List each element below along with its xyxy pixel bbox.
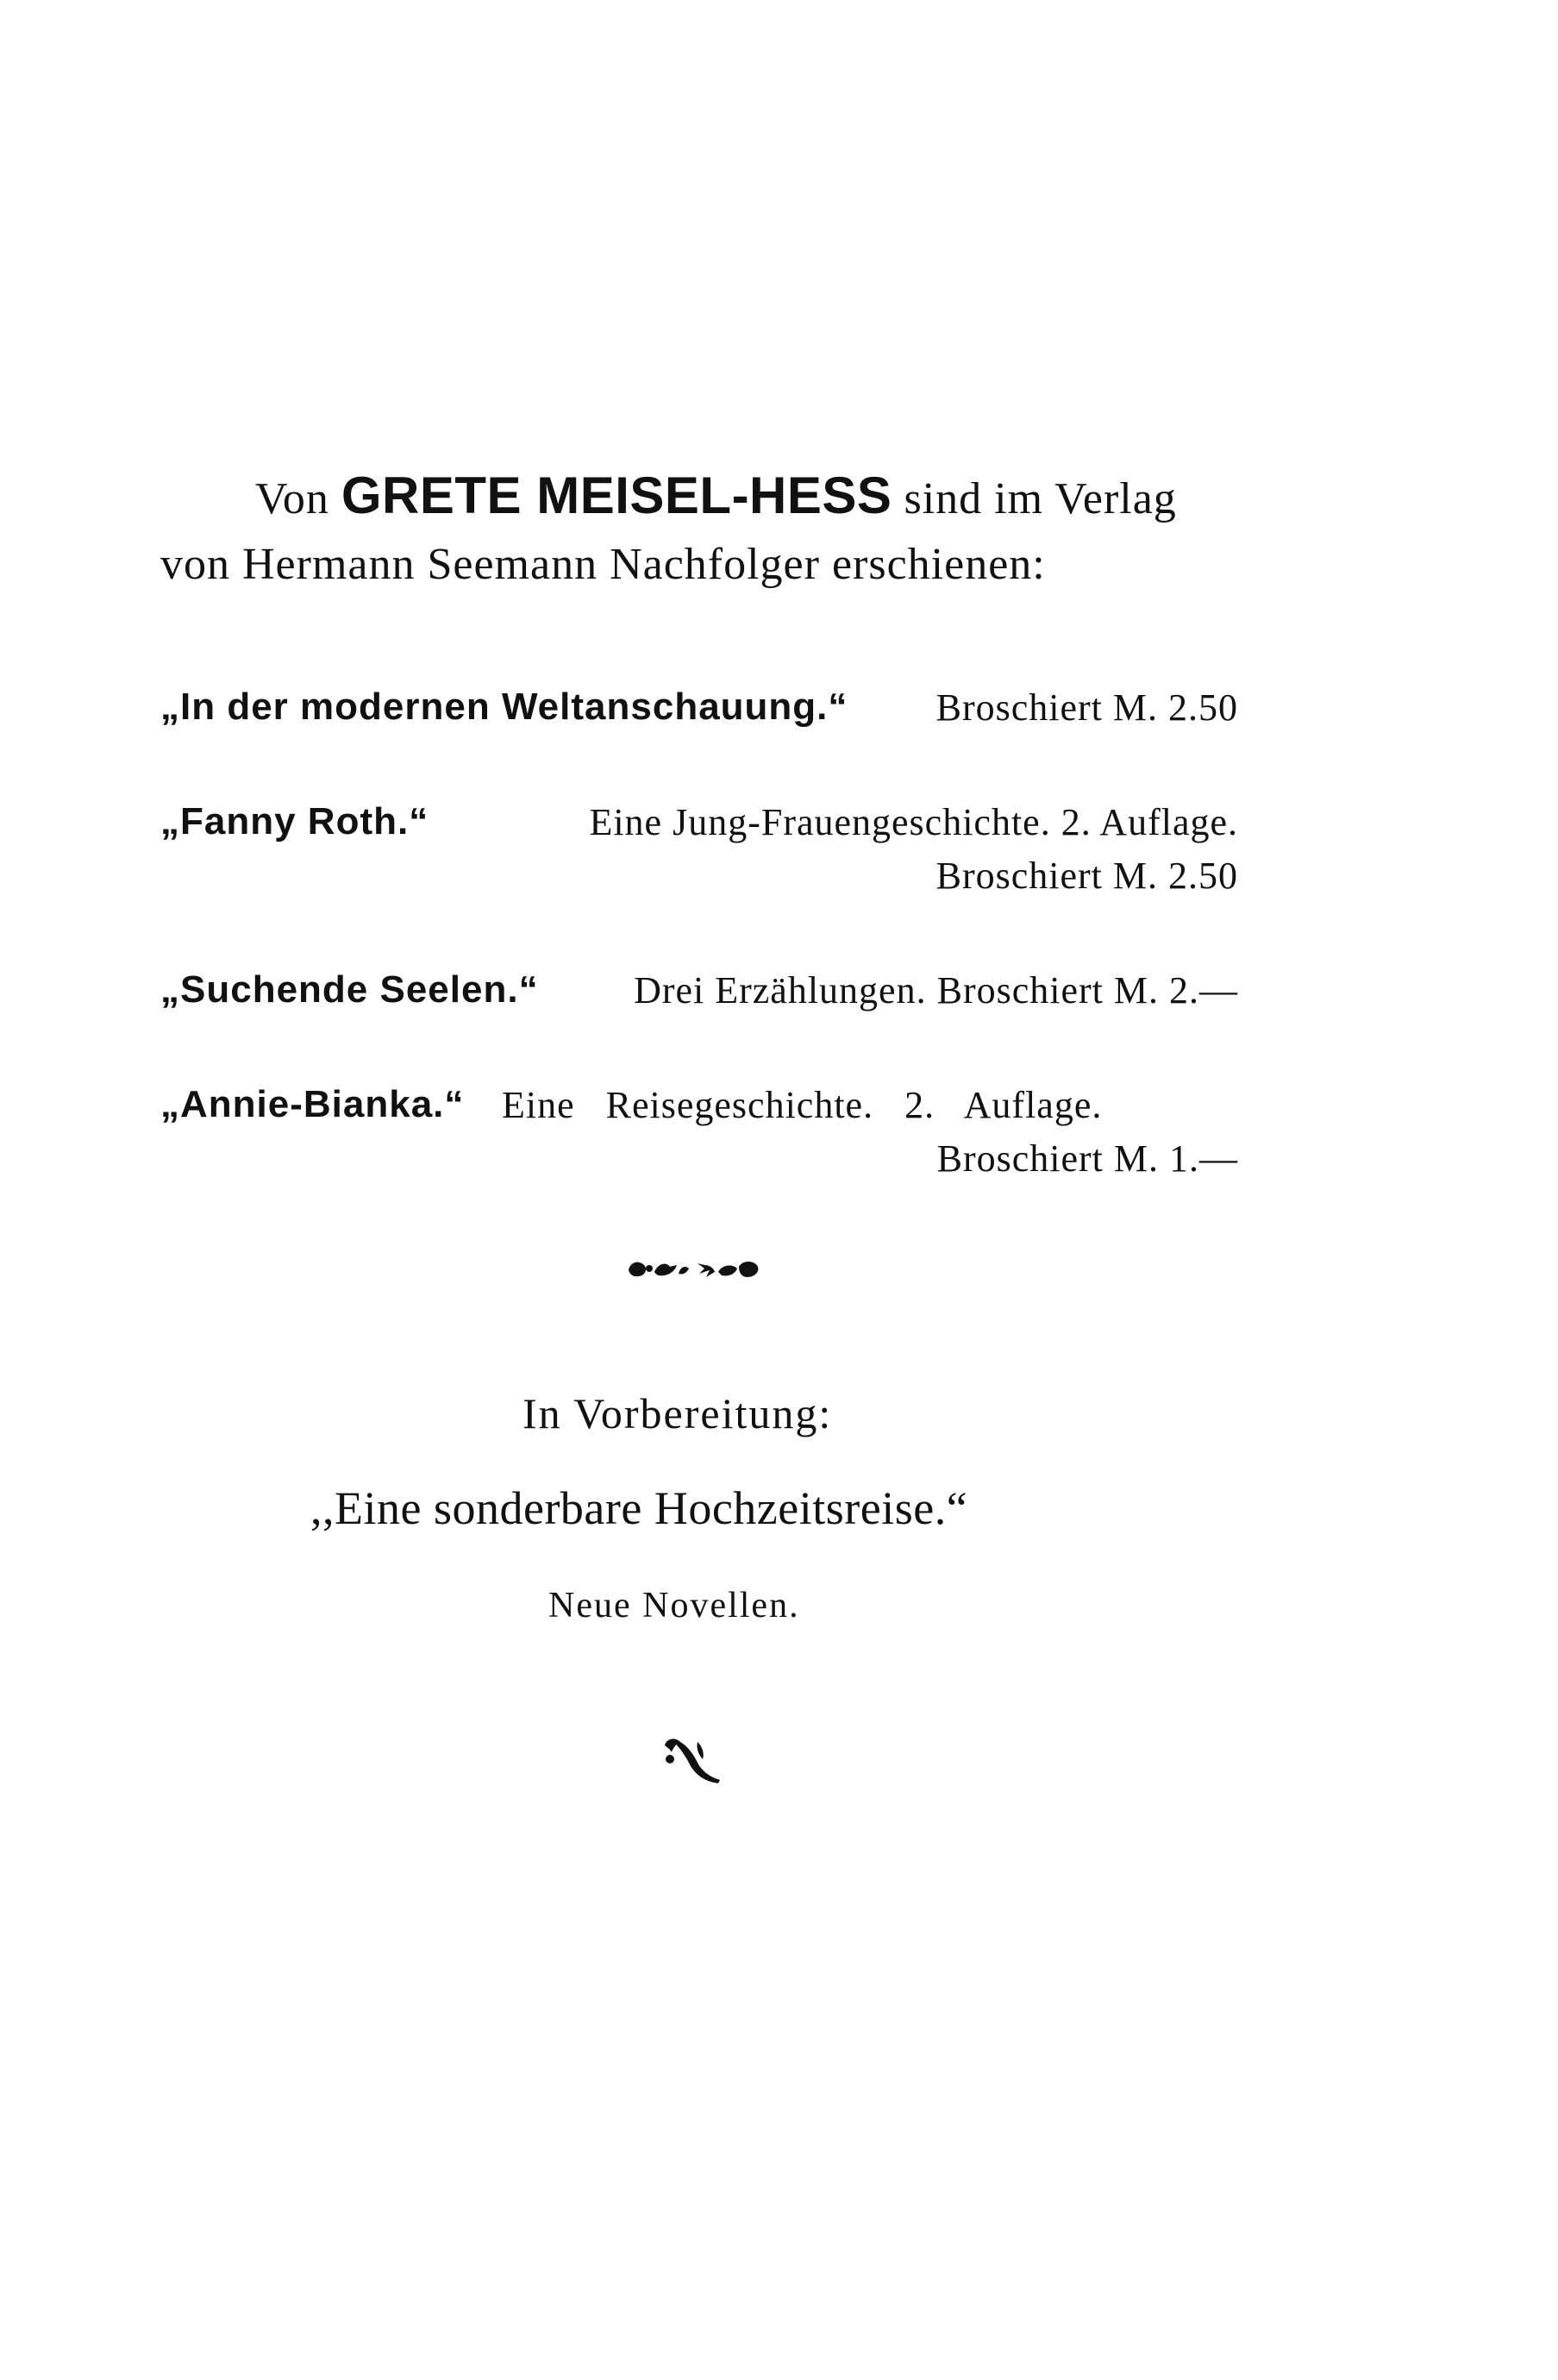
intro-line-2: von Hermann Seemann Nachfolger erschienen: [160, 540, 1046, 589]
upcoming-subtitle: Neue Novellen. [548, 1586, 800, 1625]
book-title: „Annie-Bianka.“ [160, 1083, 465, 1125]
book-price: Broschiert M. 2.50 [935, 855, 1238, 897]
book-price: Broschiert M. 1.— [936, 1137, 1238, 1180]
tailpiece-ornament-icon [660, 1733, 729, 1785]
upcoming-title: ,,Eine sonderbare Hochzeitsreise.“ [310, 1482, 968, 1534]
book-title: „Fanny Roth.“ [160, 800, 429, 842]
book-description: Drei Erzählungen. [634, 969, 927, 1012]
book-title: „Suchende Seelen.“ [160, 968, 539, 1011]
book-entry-2 [160, 800, 1238, 843]
book-entry-1 [160, 686, 1238, 729]
floral-divider-ornament-icon [625, 1255, 763, 1282]
book-price: Broschiert M. 2.— [936, 969, 1238, 1012]
book-title: „In der modernen Weltanschauung.“ [160, 686, 848, 728]
book-description-and-price [634, 968, 1238, 1012]
intro-line-1 [255, 466, 1238, 525]
intro-suffix: sind im Verlag [904, 474, 1177, 523]
book-entry-3 [160, 968, 1238, 1012]
book-price: Broschiert M. 2.50 [935, 686, 1238, 729]
book-description: Eine Jung-Frauengeschichte. 2. Auflage. [589, 801, 1238, 843]
book-description: Eine Reisegeschichte. 2. Auflage. [502, 1084, 1103, 1126]
author-name: GRETE MEISEL-HESS [341, 467, 892, 524]
upcoming-heading: In Vorbereitung: [522, 1389, 833, 1437]
book-entry-4 [160, 1083, 1238, 1126]
intro-prefix: Von [255, 474, 329, 523]
